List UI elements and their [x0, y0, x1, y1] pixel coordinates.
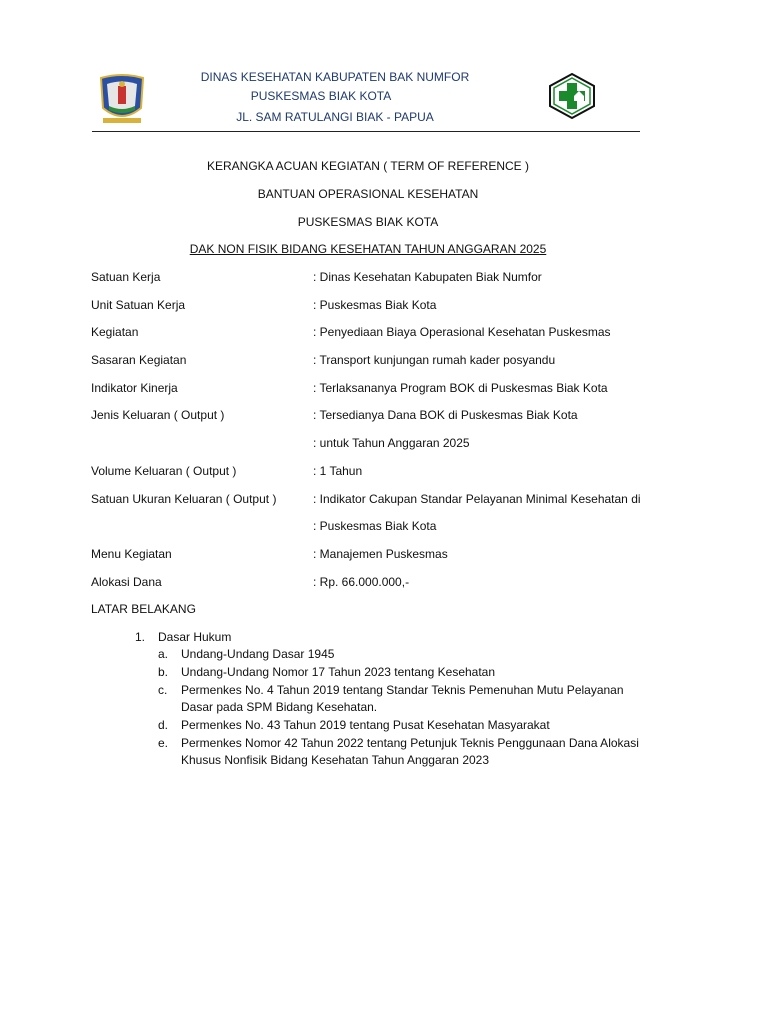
- info-value: : 1 Tahun: [313, 464, 363, 478]
- info-label: Kegiatan: [91, 325, 139, 339]
- doc-subtitle-1: BANTUAN OPERASIONAL KESEHATAN: [257, 187, 479, 201]
- header-divider: [92, 131, 640, 132]
- sub-item-marker: e.: [158, 736, 169, 750]
- sub-item-marker: a.: [158, 647, 169, 661]
- section-title: LATAR BELAKANG: [91, 602, 196, 616]
- info-value: : Dinas Kesehatan Kabupaten Biak Numfor: [313, 270, 542, 284]
- doc-title: KERANGKA ACUAN KEGIATAN ( TERM OF REFERENCE ): [206, 159, 530, 173]
- list-number: 1.: [135, 630, 146, 644]
- info-value: : Puskesmas Biak Kota: [313, 298, 437, 312]
- info-label: Alokasi Dana: [91, 575, 162, 589]
- info-value: : Indikator Cakupan Standar Pelayanan Minimal Kesehatan di: [313, 492, 641, 506]
- header-puskesmas: PUSKESMAS BIAK KOTA: [250, 89, 392, 103]
- info-value: : Penyediaan Biaya Operasional Kesehatan Puskesmas: [313, 325, 611, 339]
- sub-item-text: Khusus Nonfisik Bidang Kesehatan Tahun Anggaran 2023: [181, 753, 490, 767]
- info-value: : Tersedianya Dana BOK di Puskesmas Biak Kota: [313, 408, 578, 422]
- sub-item-text: Permenkes Nomor 42 Tahun 2022 tentang Petunjuk Teknis Penggunaan Dana Alokasi: [181, 736, 639, 750]
- info-label: Menu Kegiatan: [91, 547, 172, 561]
- sub-item-text: Permenkes No. 43 Tahun 2019 tentang Pusat Kesehatan Masyarakat: [181, 718, 550, 732]
- info-value: : Puskesmas Biak Kota: [313, 519, 437, 533]
- sub-item-text: Undang-Undang Nomor 17 Tahun 2023 tentang Kesehatan: [181, 665, 496, 679]
- info-label: Jenis Keluaran ( Output ): [91, 408, 225, 422]
- sub-item-marker: b.: [158, 665, 169, 679]
- header-agency: DINAS KESEHATAN KABUPATEN BAK NUMFOR: [200, 70, 470, 84]
- puskesmas-cross-icon: [547, 72, 597, 120]
- doc-subtitle-2: PUSKESMAS BIAK KOTA: [297, 215, 439, 229]
- sub-item-marker: d.: [158, 718, 169, 732]
- info-label: Sasaran Kegiatan: [91, 353, 187, 367]
- list-item-title: Dasar Hukum: [158, 630, 232, 644]
- info-value: : untuk Tahun Anggaran 2025: [313, 436, 470, 450]
- sub-item-text: Permenkes No. 4 Tahun 2019 tentang Standar Teknis Pemenuhan Mutu Pelayanan: [181, 683, 624, 697]
- info-label: Unit Satuan Kerja: [91, 298, 186, 312]
- info-value: : Manajemen Puskesmas: [313, 547, 448, 561]
- sub-item-marker: c.: [158, 683, 168, 697]
- sub-item-text: Undang-Undang Dasar 1945: [181, 647, 335, 661]
- info-label: Volume Keluaran ( Output ): [91, 464, 237, 478]
- doc-subtitle-3: DAK NON FISIK BIDANG KESEHATAN TAHUN ANGGARAN 2025: [189, 242, 547, 256]
- sub-item-text: Dasar pada SPM Bidang Kesehatan.: [181, 700, 378, 714]
- header-address: JL. SAM RATULANGI BIAK - PAPUA: [236, 110, 434, 124]
- info-label: Satuan Ukuran Keluaran ( Output ): [91, 492, 277, 506]
- info-value: : Terlaksananya Program BOK di Puskesmas Biak Kota: [313, 381, 608, 395]
- info-value: : Transport kunjungan rumah kader posyandu: [313, 353, 556, 367]
- info-label: Indikator Kinerja: [91, 381, 178, 395]
- info-label: Satuan Kerja: [91, 270, 161, 284]
- info-value: : Rp. 66.000.000,-: [313, 575, 410, 589]
